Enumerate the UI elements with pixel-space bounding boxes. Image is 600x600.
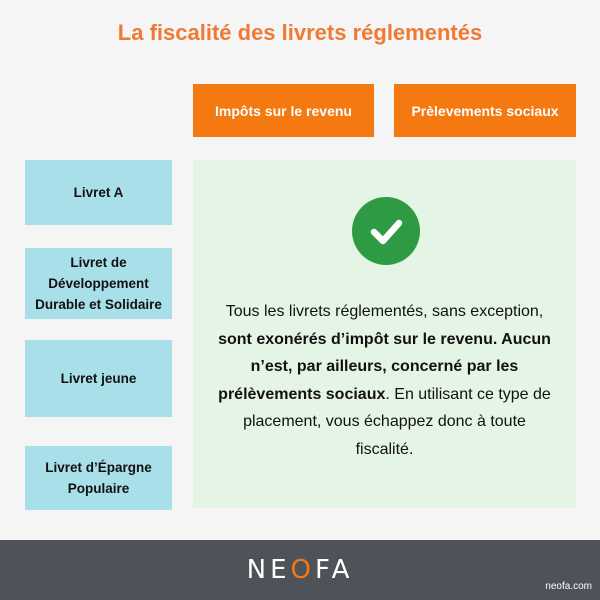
row-label-livret-a: Livret A bbox=[25, 160, 172, 225]
panel-text-intro: Tous les livrets réglementés, sans exception, bbox=[225, 303, 544, 320]
footer bbox=[0, 540, 600, 600]
row-label-ldds: Livret de Développement Durable et Solidaire bbox=[25, 248, 172, 319]
column-header-social-charges: Prèlevements sociaux bbox=[394, 84, 576, 137]
site-url: neofa.com bbox=[545, 581, 592, 592]
logo-text-o: O bbox=[290, 555, 315, 585]
column-header-income-tax: Impôts sur le revenu bbox=[193, 84, 374, 137]
row-label-livret-jeune: Livret jeune bbox=[25, 340, 172, 417]
logo-text-part1: NE bbox=[246, 555, 291, 585]
info-panel bbox=[193, 160, 576, 508]
check-circle-icon bbox=[352, 197, 420, 265]
page-title: La fiscalité des livrets réglementés bbox=[117, 20, 483, 45]
panel-description bbox=[213, 298, 556, 463]
panel-text-conclusion: . En utilisant ce type de placement, vous échappez donc à toute fiscalité. bbox=[243, 385, 551, 458]
logo-text-part3: FA bbox=[315, 555, 354, 585]
panel-text-emphasis: sont exonérés d’impôt sur le revenu. Aucun n’est, par ailleurs, concerné par les prélèvements sociaux bbox=[218, 330, 551, 403]
row-label-lep: Livret d’Épargne Populaire bbox=[25, 446, 172, 510]
neofa-logo bbox=[0, 540, 600, 600]
